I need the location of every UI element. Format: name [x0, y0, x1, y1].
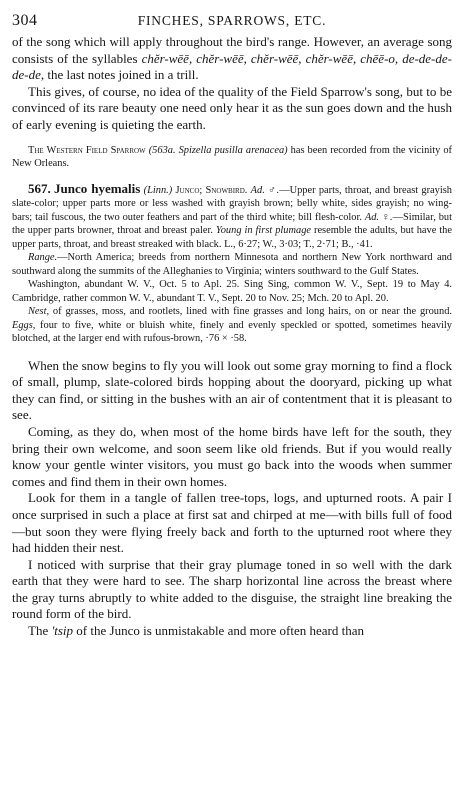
page-header: [12, 12, 452, 34]
page-body: [12, 34, 452, 640]
species-number: 567.: [28, 180, 51, 196]
adult-male-text: —Upper parts, throat, and breast grayish slate-color; upper parts more or less washed with grayish brown; belly white, sides grayish; no wing-bars; tail fuscous, the two outer feathers and part of the third white; bill flesh-color.: [12, 184, 452, 223]
song-quality-paragraph: This gives, of course, no idea of the quality of the Field Sparrow's song, but to be convinced of its rare beauty one need only hear it as the sun goes down and the hush of early evening is quieting the earth.: [12, 83, 452, 132]
young-text: resemble the adults, but have the upper parts, throat, and breast streaked with black. L., 6·27; W., 3·03; T., 2·71; B., ·41.: [12, 225, 452, 250]
nest-text: of grasses, moss, and rootlets, lined with fine grasses and long hairs, on or near the ground.: [49, 306, 452, 318]
page-number: 304: [12, 12, 38, 29]
western-field-sparrow-note: [12, 144, 452, 171]
species-description: [12, 182, 452, 252]
species-common-names: Junco; Snowbird.: [175, 184, 248, 196]
song-text: of the song which will apply throughout the bird's range. However, an average song consists of the syllables: [12, 34, 452, 66]
nest-paragraph: [12, 305, 452, 346]
records-paragraph: Washington, abundant W. V., Oct. 5 to Apl. 25. Sing Sing, common W. V., Sept. 19 to May 4. Cambridge, rather common W. V., abundant T. V., Sept. 20 to Nov. 25; Mch. 20 to Apl. 20.: [12, 279, 452, 304]
narrative-paragraph-2: Coming, as they do, when most of the home birds have left for the south, they bring their own welcome, and soon seem like old friends. But if you would really know your gentle winter visitors, you must go back into the woods when summer comes and find them in their own homes.: [12, 423, 452, 489]
junco-call-word: 'tsip: [51, 623, 74, 639]
narrative-paragraph-3: Look for them in a tangle of fallen tree-tops, logs, and upturned roots. A pair I once surprised in such a place at first sat and chirped at me—with bills full of food—but soon they were flying freely back and forth to the upturned root where they had hidden their nest.: [12, 490, 452, 556]
narrative-p5-rest: of the Junco is unmistakable and more often heard than: [73, 623, 365, 639]
nest-label: Nest,: [28, 306, 50, 318]
narrative-p5-start: The: [28, 623, 52, 639]
adult-male-label: Ad. ♂.: [250, 184, 280, 196]
song-syllables: chĕr-wēē, chĕr-wēē, chĕr-wēē, chĕr-wēē, chēē-o, de-de-de-de-de: [12, 50, 452, 83]
eggs-label: Eggs,: [12, 319, 36, 331]
narrative-paragraph-4: I noticed with surprise that their gray plumage toned in so well with the dark earth that they were hard to see. The sharp horizontal line across the breast where the gray turns abruptly to white added to the disguise, the straight line breaking the round form of the bird.: [12, 556, 452, 622]
range-paragraph: [12, 251, 452, 278]
range-label: Range.: [28, 252, 58, 264]
narrative-paragraph-5: [12, 623, 452, 640]
western-note-lead: The Western Field Sparrow: [28, 144, 146, 156]
western-note-rest: has been recorded from the vicinity of New Orleans.: [12, 144, 452, 170]
narrative-paragraph-1: When the snow begins to fly you will look out some gray morning to find a flock of small, plump, slate-colored birds hopping about the dooryard, picking up what they can find, or sitting in the bushes with an air of contentment that it is pleasant to see.: [12, 357, 452, 423]
young-label: Young in first plumage: [215, 225, 312, 237]
western-note-scientific: (563a. Spizella pusilla arenacea): [148, 144, 288, 156]
song-paragraph: [12, 34, 452, 84]
species-name: Junco hyemalis: [54, 180, 141, 196]
adult-female-label: Ad. ♀.: [364, 211, 393, 223]
running-head: FINCHES, SPARROWS, ETC.: [137, 13, 327, 28]
range-text: —North America; breeds from northern Minnesota and northern New York northward and southward along the summits of the Alleghanies to Virginia; winters southward to the Gulf States.: [12, 252, 452, 277]
song-text-end: , the last notes joined in a trill.: [40, 67, 199, 83]
adult-female-text: —Similar, but the upper parts browner, throat and breast paler.: [12, 211, 452, 237]
eggs-text: four to five, white or bluish white, finely and evenly speckled or spotted, sometimes heavily blotched, at the larger end with rufous-brown, ·76 × ·58.: [12, 319, 452, 345]
species-authority: (Linn.): [143, 184, 173, 196]
